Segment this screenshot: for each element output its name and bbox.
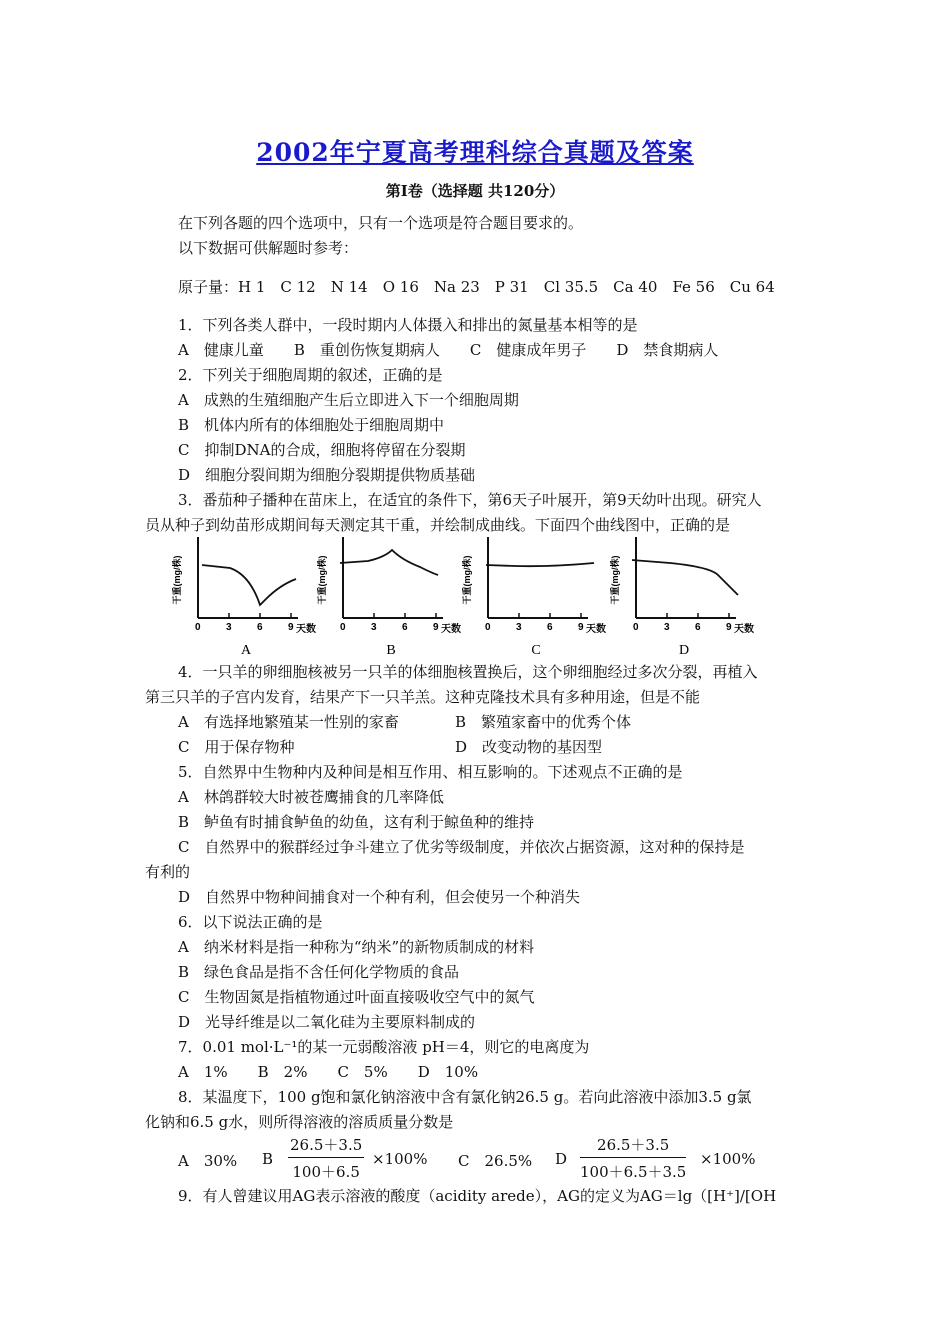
x-tick-label: 9	[578, 622, 584, 633]
question-stem: 7．0.01 mol·L⁻¹的某一元弱酸溶液 pH＝4，则它的电离度为	[178, 1038, 590, 1056]
graph-option-label: A	[240, 643, 252, 658]
x-tick-label: 6	[402, 622, 408, 633]
x-tick-label: 0	[485, 622, 491, 633]
question-stem: 5．自然界中生物种内及种间是相互作用、相互影响的。下述观点不正确的是	[178, 763, 683, 781]
option-a: A 成熟的生殖细胞产生后立即进入下一个细胞周期	[178, 391, 519, 409]
option-d: D 自然界中物种间捕食对一个种有利，但会使另一个种消失	[178, 888, 581, 906]
x-tick-label: 9	[726, 622, 732, 633]
page-title[interactable]: 2002年宁夏高考理科综合真题及答案	[256, 138, 694, 167]
x-axis-label: 天数	[441, 624, 461, 635]
option-b-label: B	[262, 1150, 274, 1168]
x-axis-label: 天数	[586, 624, 606, 635]
option-d-label: D	[555, 1150, 568, 1168]
x-tick-label: 6	[695, 622, 701, 633]
x-tick-label: 0	[633, 622, 639, 633]
option-b: B 繁殖家畜中的优秀个体	[455, 713, 632, 731]
question-stem: 6．以下说法正确的是	[178, 913, 323, 931]
atomic-masses: 原子量：H 1 C 12 N 14 O 16 Na 23 P 31 Cl 35.5 Ca 40 Fe 56 Cu 64	[178, 278, 775, 296]
intro-line: 在下列各题的四个选项中，只有一个选项是符合题目要求的。	[178, 214, 584, 232]
question-stem: 第三只羊的子宫内发育，结果产下一只羊羔。这种克隆技术具有多种用途，但是不能	[145, 688, 701, 706]
x-tick-label: 0	[340, 622, 346, 633]
option-b-suffix: ×100%	[372, 1150, 428, 1168]
x-tick-label: 3	[371, 622, 377, 633]
option-b: B 机体内所有的体细胞处于细胞周期中	[178, 416, 445, 434]
option-a: A 林鸽群较大时被苍鹰捕食的几率降低	[178, 788, 444, 806]
growth-curve	[340, 550, 438, 575]
x-tick-label: 3	[226, 622, 232, 633]
question-stem: 2．下列关于细胞周期的叙述，正确的是	[178, 366, 443, 384]
y-axis-label: 干重(mg/株)	[462, 555, 472, 605]
option-c: C 自然界中的猴群经过争斗建立了优劣等级制度，并依次占据资源，这对种的保持是	[178, 838, 745, 856]
option-a: A 有选择地繁殖某一性别的家畜	[178, 713, 399, 731]
x-axis-label: 天数	[296, 624, 316, 635]
x-tick-label: 3	[516, 622, 522, 633]
y-axis-label: 干重(mg/株)	[610, 555, 620, 605]
question-stem: 3．番茄种子播种在苗床上，在适宜的条件下，第6天子叶展开，第9天幼叶出现。研究人	[178, 491, 762, 509]
question-stem: 4．一只羊的卵细胞核被另一只羊的体细胞核置换后，这个卵细胞经过多次分裂，再植入	[178, 663, 758, 681]
intro-line: 以下数据可供解题时参考：	[178, 239, 359, 257]
x-tick-label: 0	[195, 622, 201, 633]
graph-option-label: D	[678, 643, 690, 658]
growth-curve	[486, 563, 594, 566]
fraction-numerator: 26.5＋3.5	[580, 1134, 686, 1158]
graph-option-label: C	[531, 643, 541, 658]
question-options: A 健康儿童 B 重创伤恢复期病人 C 健康成年男子 D 禁食期病人	[178, 341, 719, 359]
option-b: B 绿色食品是指不含任何化学物质的食品	[178, 963, 460, 981]
question-stem: 化钠和6.5 g水，则所得溶液的溶质质量分数是	[145, 1113, 454, 1131]
option-a: A 30%	[178, 1152, 238, 1170]
question-stem: 9．有人曾建议用AG表示溶液的酸度（acidity arede），AG的定义为AG＝lg（[H⁺]/[OH	[178, 1187, 777, 1205]
question-stem: 员从种子到幼苗形成期间每天测定其干重，并绘制成曲线。下面四个曲线图中，正确的是	[145, 516, 731, 534]
x-tick-label: 9	[433, 622, 439, 633]
option-c: C 用于保存物种	[178, 738, 295, 756]
option-d: D 改变动物的基因型	[455, 738, 603, 756]
option-b: B 鲈鱼有时捕食鲈鱼的幼鱼，这有利于鲸鱼种的维持	[178, 813, 535, 831]
option-d-fraction	[580, 1134, 686, 1182]
x-tick-label: 3	[664, 622, 670, 633]
question-stem: 8．某温度下，100 g饱和氯化钠溶液中含有氯化钠26.5 g。若向此溶液中添加3.5 g氯	[178, 1088, 752, 1106]
fraction-denominator: 100＋6.5	[292, 1163, 360, 1181]
x-axis-label: 天数	[734, 624, 754, 635]
y-axis-label: 干重(mg/株)	[317, 555, 327, 605]
question-options: A 1% B 2% C 5% D 10%	[178, 1063, 479, 1081]
option-c: C 生物固氮是指植物通过叶面直接吸收空气中的氮气	[178, 988, 535, 1006]
x-tick-label: 9	[288, 622, 294, 633]
option-d-suffix: ×100%	[700, 1150, 756, 1168]
x-tick-label: 6	[547, 622, 553, 633]
option-b-fraction	[288, 1134, 364, 1182]
section-heading: 第Ⅰ卷（选择题 共120分）	[385, 182, 565, 200]
option-d: D 光导纤维是以二氧化硅为主要原料制成的	[178, 1013, 476, 1031]
option-c-continued: 有利的	[145, 863, 191, 881]
growth-curve	[632, 560, 738, 595]
question-stem: 1．下列各类人群中，一段时期内人体摄入和排出的氮量基本相等的是	[178, 316, 638, 334]
option-d: D 细胞分裂间期为细胞分裂期提供物质基础	[178, 466, 476, 484]
option-c: C 26.5%	[458, 1152, 533, 1170]
graph-option-label: B	[386, 643, 396, 658]
graphs-svg	[170, 535, 770, 660]
x-tick-label: 6	[257, 622, 263, 633]
y-axis-label: 干重(mg/株)	[172, 555, 182, 605]
option-c: C 抑制DNA的合成，细胞将停留在分裂期	[178, 441, 466, 459]
growth-curve-graphs	[170, 535, 770, 660]
fraction-numerator: 26.5＋3.5	[288, 1134, 364, 1158]
growth-curve	[202, 565, 296, 605]
fraction-denominator: 100＋6.5＋3.5	[580, 1163, 687, 1181]
option-a: A 纳米材料是指一种称为“纳米”的新物质制成的材料	[178, 938, 535, 956]
